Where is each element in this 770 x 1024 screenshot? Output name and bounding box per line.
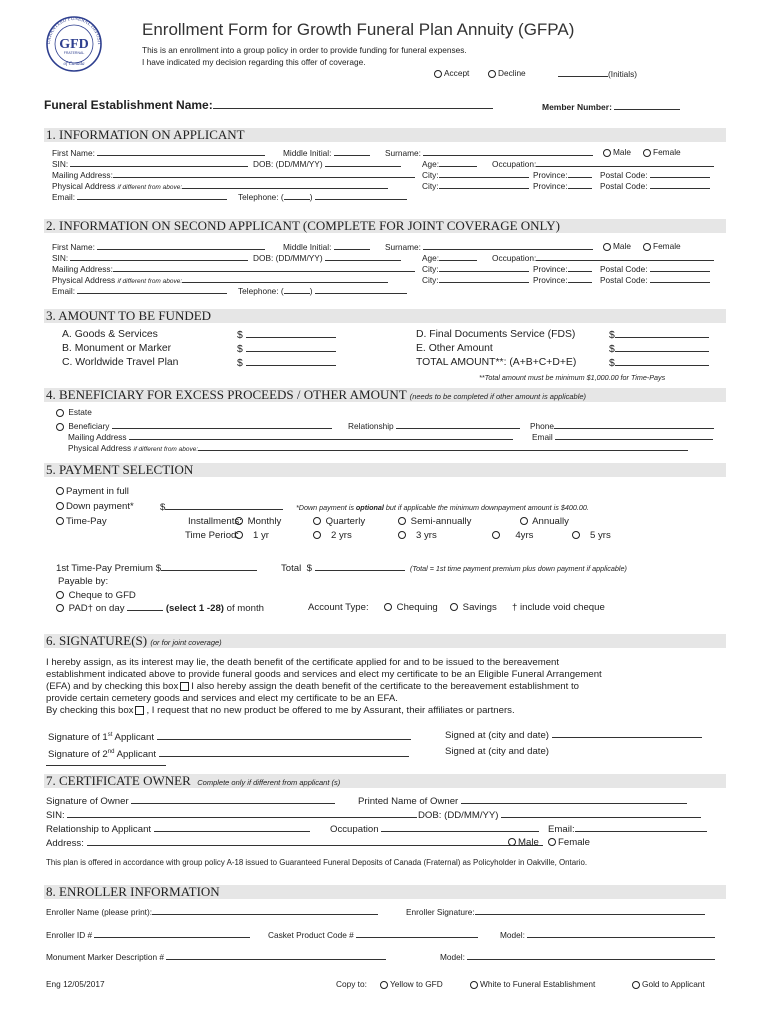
logo-text: GFD	[59, 37, 89, 52]
period-5yr-option[interactable]: 5 yrs	[572, 530, 611, 542]
second-physical-address-field[interactable]: Physical Address if different from above:	[52, 274, 388, 287]
total-payment-field[interactable]: Total $	[281, 562, 405, 575]
second-surname-field[interactable]: Surname:	[385, 241, 593, 252]
header-line-1: This is an enrollment into a group policy in order to provide funding for funeral expenses.	[142, 45, 467, 55]
age-field[interactable]: Age:	[422, 158, 477, 169]
city-field-2[interactable]: City:	[422, 180, 529, 191]
owner-occupation-field[interactable]: Occupation	[330, 823, 539, 836]
decline-radio[interactable]	[488, 70, 496, 78]
second-city-field-2[interactable]: City:	[422, 274, 529, 285]
second-female-option[interactable]: Female	[643, 241, 681, 251]
amount-note: **Total amount must be minimum $1,000.00 for Time-Pays	[479, 373, 666, 382]
form-version: Eng 12/05/2017	[46, 979, 105, 989]
surname-field[interactable]: Surname:	[385, 147, 593, 158]
header-line-2: I have indicated my decision regarding this offer of coverage.	[142, 57, 366, 67]
male-option[interactable]: Male	[603, 147, 631, 157]
copy-to-label: Copy to:	[336, 979, 367, 989]
female-option[interactable]: Female	[643, 147, 681, 157]
quarterly-option[interactable]: Quarterly	[313, 516, 365, 528]
assignment-text: I hereby assign, as its interest may lie, the death benefit of the certificate applied for and to be issued to the bereavement establishment indicated above to provide funeral goods and services and elect my certificate to be an Eligible Funeral Arrangement (EFA) and by checking this box I also hereby assign the death benefit of the certificate to the bereavement establishment to provide certain cemetery goods and services and elect my certificate to be an EFA. By checking this box , I request that no new product be offered to me by Assurant, their affiliates or partners.	[46, 657, 602, 716]
gfd-logo	[36, 14, 114, 74]
annually-option[interactable]: Annually	[520, 516, 569, 528]
owner-female-option[interactable]: Female	[548, 837, 590, 849]
signature-2-field[interactable]: Signature of 2nd Applicant	[48, 746, 409, 761]
fds-label: D. Final Documents Service (FDS)	[416, 329, 576, 340]
travel-plan-amount[interactable]: $	[237, 357, 336, 370]
logo-fraternal: FRATERNAL	[63, 51, 85, 55]
other-amount-label: E. Other Amount	[416, 343, 493, 354]
enroller-id-field[interactable]: Enroller ID #	[46, 929, 250, 940]
owner-sin-field[interactable]: SIN:	[46, 809, 417, 822]
goods-services-amount[interactable]: $	[237, 329, 336, 342]
mailing-address-field[interactable]: Mailing Address:	[52, 169, 415, 180]
phone-field[interactable]: Phone	[530, 420, 714, 431]
establishment-name-field[interactable]: Funeral Establishment Name:	[44, 98, 493, 112]
section-5-header: 5. PAYMENT SELECTION	[44, 463, 726, 477]
beneficiary-physical-field[interactable]: Physical Address if different from above:	[68, 442, 688, 455]
monthly-option[interactable]: Monthly	[235, 516, 281, 528]
second-province-field[interactable]: Province:	[533, 263, 592, 274]
timepay-option[interactable]: Time-Pay	[56, 516, 107, 528]
copy-gold: Gold to Applicant	[632, 979, 705, 989]
efa-checkbox[interactable]	[180, 682, 189, 691]
chequing-option[interactable]: Chequing	[384, 602, 438, 614]
policy-statement: This plan is offered in accordance with group policy A-18 issued to Guaranteed Funeral Deposits of Canada (Fraternal) as Policyholder in Oakville, Ontario.	[46, 858, 588, 867]
payment-full-option[interactable]: Payment in full	[56, 486, 129, 498]
period-1yr-option[interactable]: 1 yr	[235, 530, 269, 542]
province-field-2[interactable]: Province:	[533, 180, 592, 191]
decline-option[interactable]: Decline	[488, 68, 526, 78]
copy-white: White to Funeral Establishment	[470, 979, 595, 989]
second-province-field-2[interactable]: Province:	[533, 274, 592, 285]
second-city-field[interactable]: City:	[422, 263, 529, 274]
middle-initial-field[interactable]: Middle Initial:	[283, 147, 370, 158]
accept-option[interactable]: Accept	[434, 68, 469, 78]
no-offer-checkbox[interactable]	[135, 706, 144, 715]
logo-ring-text: UARANTEED FUNERAL DEPOSIT	[46, 16, 102, 46]
owner-address-field[interactable]: Address:	[46, 837, 543, 850]
period-4yr-option[interactable]: 4yrs	[492, 530, 533, 542]
relationship-field[interactable]: Relationship	[348, 420, 520, 431]
total-payment-note: (Total = 1st time payment premium plus down payment if applicable)	[410, 564, 627, 573]
owner-relationship-field[interactable]: Relationship to Applicant	[46, 823, 310, 836]
signed-at-2-field[interactable]: Signed at (city and date)	[445, 746, 549, 757]
second-telephone-field[interactable]: Telephone: ( )	[238, 285, 407, 296]
period-2yr-option[interactable]: 2 yrs	[313, 530, 352, 542]
down-payment-amount[interactable]: $	[160, 501, 283, 514]
owner-email-field[interactable]: Email:	[548, 823, 707, 836]
total-amount[interactable]: $	[609, 357, 709, 370]
second-sin-field[interactable]: SIN:	[52, 252, 248, 263]
second-first-name-field[interactable]: First Name:	[52, 241, 265, 252]
premium-field[interactable]: 1st Time-Pay Premium $	[56, 562, 257, 575]
monument-model-field[interactable]: Model:	[440, 951, 715, 962]
estate-option[interactable]: Estate	[56, 407, 92, 417]
owner-dob-field[interactable]: DOB: (DD/MM/YY)	[418, 809, 701, 822]
savings-option[interactable]: Savings	[450, 602, 497, 614]
owner-signature-field[interactable]: Signature of Owner	[46, 795, 335, 808]
casket-code-field[interactable]: Casket Product Code #	[268, 929, 478, 940]
second-mailing-address-field[interactable]: Mailing Address:	[52, 263, 415, 274]
other-amount[interactable]: $	[609, 343, 709, 356]
goods-services-label: A. Goods & Services	[62, 329, 158, 340]
second-age-field[interactable]: Age:	[422, 252, 477, 263]
down-payment-option[interactable]: Down payment*	[56, 501, 134, 513]
signed-at-1-field[interactable]: Signed at (city and date)	[445, 729, 702, 742]
province-field[interactable]: Province:	[533, 169, 592, 180]
installments-label: Installments:	[188, 516, 242, 527]
second-middle-initial-field[interactable]: Middle Initial:	[283, 241, 370, 252]
section-8-header: 8. ENROLLER INFORMATION	[44, 885, 726, 899]
signature-divider	[46, 765, 166, 766]
second-postal-code-field[interactable]: Postal Code:	[600, 263, 710, 274]
time-period-label: Time Period:	[185, 530, 240, 541]
owner-male-option[interactable]: Male	[508, 837, 539, 849]
section-3-header: 3. AMOUNT TO BE FUNDED	[44, 309, 726, 323]
second-dob-field[interactable]: DOB: (DD/MM/YY)	[253, 252, 401, 263]
payable-by-label: Payable by:	[58, 576, 109, 587]
monument-description-field[interactable]: Monument Marker Description #	[46, 951, 386, 962]
section-4-header: 4. BENEFICIARY FOR EXCESS PROCEEDS / OTHER AMOUNT (needs to be completed if other amount is applicable)	[44, 388, 726, 402]
owner-printed-name-field[interactable]: Printed Name of Owner	[358, 795, 687, 808]
fds-amount[interactable]: $	[609, 329, 709, 342]
member-number-field[interactable]: Member Number:	[542, 101, 680, 112]
travel-plan-label: C. Worldwide Travel Plan	[62, 357, 179, 368]
second-occupation-field[interactable]: Occupation:	[492, 252, 714, 263]
physical-address-field[interactable]: Physical Address if different from above:	[52, 180, 388, 193]
pad-option[interactable]: PAD† on day (select 1 -28) of month	[56, 602, 264, 615]
form-title: Enrollment Form for Growth Funeral Plan Annuity (GFPA)	[142, 20, 575, 39]
beneficiary-email-field[interactable]: Email	[532, 431, 713, 442]
period-3yr-option[interactable]: 3 yrs	[398, 530, 437, 542]
enroller-signature-field[interactable]: Enroller Signature:	[406, 906, 705, 917]
monument-label: B. Monument or Marker	[62, 343, 172, 354]
postal-code-field[interactable]: Postal Code:	[600, 169, 710, 180]
semi-annually-option[interactable]: Semi-annually	[398, 516, 471, 528]
casket-model-field[interactable]: Model:	[500, 929, 715, 940]
accept-radio[interactable]	[434, 70, 442, 78]
occupation-field[interactable]: Occupation:	[492, 158, 714, 169]
second-email-field[interactable]: Email:	[52, 285, 227, 296]
account-type-label: Account Type:	[308, 602, 369, 613]
beneficiary-option[interactable]: Beneficiary	[56, 420, 332, 431]
section-7-header: 7. CERTIFICATE OWNER Complete only if different from applicant (s)	[44, 774, 726, 788]
logo-sub: of Canada	[63, 62, 85, 67]
email-field[interactable]: Email:	[52, 191, 227, 202]
first-name-field[interactable]: First Name:	[52, 147, 265, 158]
copy-yellow: Yellow to GFD	[380, 979, 443, 989]
city-field[interactable]: City:	[422, 169, 529, 180]
beneficiary-mailing-field[interactable]: Mailing Address	[68, 431, 513, 442]
signature-1-field[interactable]: Signature of 1st Applicant	[48, 729, 411, 744]
section-6-header: 6. SIGNATURE(S) (or for joint coverage)	[44, 634, 726, 648]
down-payment-note: *Down payment is optional but if applicable the minimum downpayment amount is $400.00.	[296, 503, 589, 512]
monument-amount[interactable]: $	[237, 343, 336, 356]
sin-field[interactable]: SIN:	[52, 158, 248, 169]
second-male-option[interactable]: Male	[603, 241, 631, 251]
dob-field[interactable]: DOB: (DD/MM/YY)	[253, 158, 401, 169]
total-amount-label: TOTAL AMOUNT**: (A+B+C+D+E)	[416, 357, 577, 368]
initials-field[interactable]: (Initials)	[558, 68, 637, 79]
postal-code-field-2[interactable]: Postal Code:	[600, 180, 710, 191]
section-1-header: 1. INFORMATION ON APPLICANT	[44, 128, 726, 142]
second-postal-code-field-2[interactable]: Postal Code:	[600, 274, 710, 285]
enroller-name-field[interactable]: Enroller Name (please print):	[46, 906, 378, 917]
section-2-header: 2. INFORMATION ON SECOND APPLICANT (COMPLETE FOR JOINT COVERAGE ONLY)	[44, 219, 726, 233]
telephone-field[interactable]: Telephone: ( )	[238, 191, 407, 202]
void-cheque-note: † include void cheque	[512, 602, 605, 613]
cheque-option[interactable]: Cheque to GFD	[56, 590, 136, 602]
